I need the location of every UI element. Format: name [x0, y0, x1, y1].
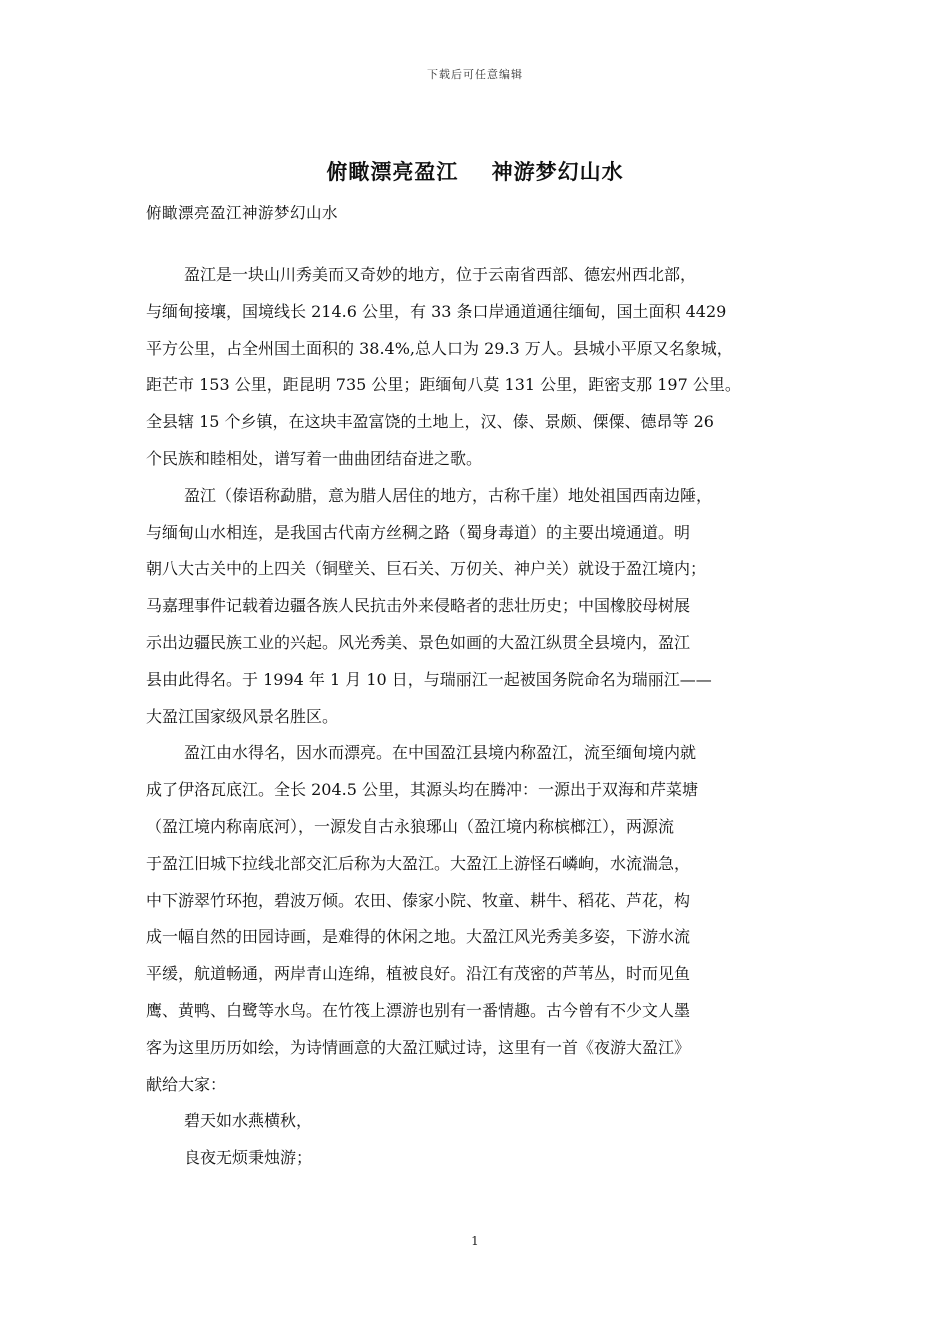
paragraph-line: 于盈江旧城下拉线北部交汇后称为大盈江。大盈江上游怪石嶙峋，水流湍急， [146, 853, 691, 873]
paragraph-line: 全县辖 15 个乡镇，在这块丰盈富饶的土地上，汉、傣、景颇、傈僳、德昂等 26 [146, 412, 714, 432]
paragraph-line: （盈江境内称南底河），一源发自古永狼琊山（盈江境内称槟榔江），两源流 [146, 816, 675, 836]
body-text [146, 257, 806, 1177]
header-note: 下载后可任意编辑 [427, 68, 523, 81]
paragraph-line: 个民族和睦相处，谱写着一曲曲团结奋进之歌。 [146, 448, 483, 468]
paragraph-line: 县由此得名。于 1994 年 1 月 10 日，与瑞丽江一起被国务院命名为瑞丽江—— [146, 669, 712, 689]
paragraph-line: 盈江是一块山川秀美而又奇妙的地方，位于云南省西部、德宏州西北部， [184, 265, 697, 284]
paragraph-line: 与缅甸山水相连，是我国古代南方丝稠之路（蜀身毒道）的主要出境通道。明 [146, 522, 691, 542]
paragraph-line: 成一幅自然的田园诗画，是难得的休闲之地。大盈江风光秀美多姿，下游水流 [146, 927, 691, 947]
paragraph-line: 朝八大古关中的上四关（铜壁关、巨石关、万仞关、神户关）就设于盈江境内； [146, 559, 707, 579]
paragraph-line: 成了伊洛瓦底江。全长 204.5 公里，其源头均在腾冲：一源出于双海和芹菜塘 [146, 780, 698, 800]
paragraph-line: 客为这里历历如绘，为诗情画意的大盈江赋过诗，这里有一首《夜游大盈江》 [146, 1037, 691, 1057]
poem-line: 良夜无烦秉烛游； [184, 1148, 313, 1168]
paragraph-line: 示出边疆民族工业的兴起。风光秀美、景色如画的大盈江纵贯全县境内，盈江 [146, 632, 691, 652]
paragraph-line: 大盈江国家级风景名胜区。 [146, 706, 339, 726]
paragraph-line: 平方公里，占全州国土面积的 38.4%,总人口为 29.3 万人。县城小平原又名象城， [146, 338, 733, 358]
paragraph-line: 中下游翠竹环抱，碧波万倾。农田、傣家小院、牧童、耕牛、稻花、芦花，构 [146, 890, 691, 910]
paragraph-line: 鹰、黄鸭、白鹭等水鸟。在竹筏上漂游也别有一番情趣。古今曾有不少文人墨 [146, 1000, 691, 1020]
paragraph-line: 与缅甸接壤，国境线长 214.6 公里，有 33 条口岸通道通往缅甸，国土面积 4429 [146, 301, 727, 321]
paragraph-line: 平缓，航道畅通，两岸青山连绵，植被良好。沿江有茂密的芦苇丛，时而见鱼 [146, 964, 691, 984]
page-number: 1 [471, 1234, 479, 1248]
paragraph-line: 距芒市 153 公里，距昆明 735 公里；距缅甸八莫 131 公里，距密支那 197 公里。 [146, 375, 741, 395]
document-title: 俯瞰漂亮盈江 神游梦幻山水 [326, 160, 624, 184]
poem-line: 碧天如水燕横秋， [184, 1111, 313, 1131]
paragraph-line: 献给大家： [146, 1074, 227, 1094]
paragraph-line: 盈江（傣语称勐腊，意为腊人居住的地方，古称千崖）地处祖国西南边陲， [184, 485, 713, 505]
paragraph-line: 马嘉理事件记载着边疆各族人民抗击外来侵略者的悲壮历史；中国橡胶母树展 [146, 596, 691, 616]
paragraph-line: 盈江由水得名，因水而漂亮。在中国盈江县境内称盈江，流至缅甸境内就 [184, 743, 697, 763]
document-subtitle: 俯瞰漂亮盈江神游梦幻山水 [146, 204, 339, 222]
